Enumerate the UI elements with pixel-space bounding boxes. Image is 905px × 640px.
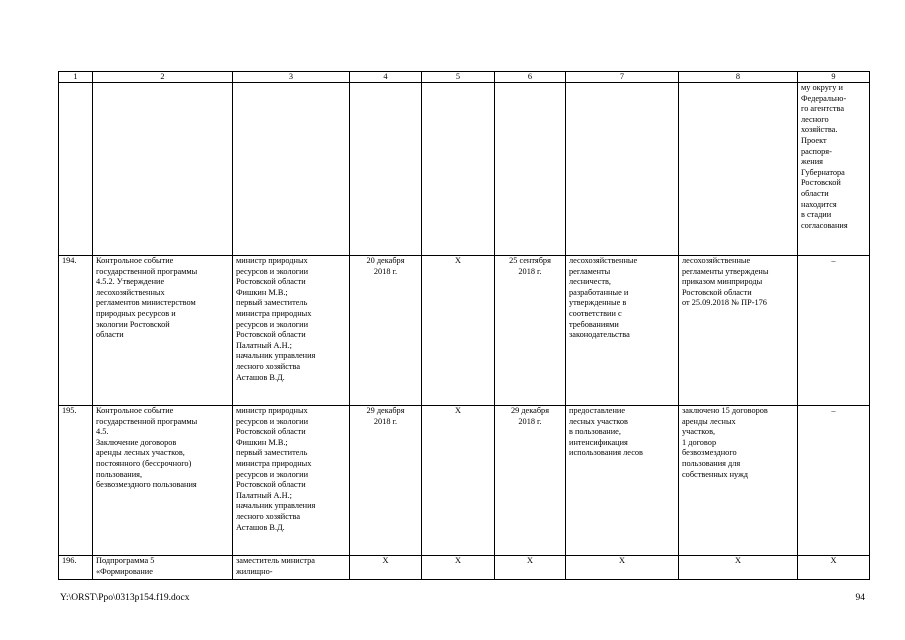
- table-row: [59, 256, 870, 406]
- header-cell: 7: [566, 72, 679, 83]
- table-cell: [233, 83, 350, 256]
- table-cell: Х: [422, 256, 495, 406]
- row-number: 196.: [59, 556, 93, 580]
- table-cell-actual-date: 25 сентября 2018 г.: [495, 256, 566, 406]
- table-cell-planned-result: лесохозяйственные регламенты лесничеств, разработанные и утвержденные в соответствии с требованиями законодательства: [566, 256, 679, 406]
- table-cell-notes: –: [798, 406, 870, 556]
- table-cell: [350, 83, 422, 256]
- table-cell-notes: Х: [798, 556, 870, 580]
- row-number: 195.: [59, 406, 93, 556]
- table-cell: Х: [422, 406, 495, 556]
- table-row-continuation: [59, 83, 870, 256]
- header-cell: 3: [233, 72, 350, 83]
- table-cell-notes: му округу и Федерально- го агентства лесного хозяйства. Проект распоря- жения Губернатора Ростовской области находится в стадии согласования: [798, 83, 870, 256]
- table-cell-responsible: министр природных ресурсов и экологии Ростовской области Фишкин М.В.; первый заместитель министра природных ресурсов и экологии Ростовской области Палатный А.Н.; начальник управления лесного хозяйства Асташов В.Д.: [233, 406, 350, 556]
- table-cell-event: Контрольное событие государственной программы 4.5. Заключение договоров аренды лесных участков, постоянного (бессрочного) пользования, безвозмездного пользования: [93, 406, 233, 556]
- table-cell: [679, 83, 798, 256]
- table-cell-responsible: заместитель министра жилищно-: [233, 556, 350, 580]
- footer-file-path: Y:\ORST\Ppo\0313p154.f19.docx: [60, 593, 190, 603]
- table-cell-actual-result: заключено 15 договоров аренды лесных участков, 1 договор безвозмездного пользования для собственных нужд: [679, 406, 798, 556]
- table-cell: Х: [422, 556, 495, 580]
- table-row: [59, 406, 870, 556]
- table-cell-actual-date: Х: [495, 556, 566, 580]
- table-cell-plan-date: 29 декабря 2018 г.: [350, 406, 422, 556]
- table-cell-plan-date: Х: [350, 556, 422, 580]
- row-number: 194.: [59, 256, 93, 406]
- header-cell: 2: [93, 72, 233, 83]
- table-cell: [495, 83, 566, 256]
- table-cell-actual-result: лесохозяйственные регламенты утверждены приказом минприроды Ростовской области от 25.09.2018 № ПР-176: [679, 256, 798, 406]
- table-cell-planned-result: Х: [566, 556, 679, 580]
- table-cell: [566, 83, 679, 256]
- header-cell: 1: [59, 72, 93, 83]
- table-row: [59, 556, 870, 580]
- table-cell: [93, 83, 233, 256]
- header-cell: 8: [679, 72, 798, 83]
- table-cell-actual-result: Х: [679, 556, 798, 580]
- table-cell-event: Контрольное событие государственной программы 4.5.2. Утверждение лесохозяйственных регламентов министерством природных ресурсов и экологии Ростовской области: [93, 256, 233, 406]
- table-cell-notes: –: [798, 256, 870, 406]
- header-cell: 6: [495, 72, 566, 83]
- header-cell: 5: [422, 72, 495, 83]
- table-cell-planned-result: предоставление лесных участков в пользование, интенсификация использования лесов: [566, 406, 679, 556]
- table-header-row: [59, 72, 870, 83]
- header-cell: 9: [798, 72, 870, 83]
- table-cell: [422, 83, 495, 256]
- page-number: 94: [855, 593, 865, 603]
- table-cell-plan-date: 20 декабря 2018 г.: [350, 256, 422, 406]
- report-table: [58, 71, 870, 580]
- table-cell: [59, 83, 93, 256]
- table-cell-event: Подпрограмма 5 «Формирование: [93, 556, 233, 580]
- table-cell-actual-date: 29 декабря 2018 г.: [495, 406, 566, 556]
- table-cell-responsible: министр природных ресурсов и экологии Ростовской области Фишкин М.В.; первый заместитель министра природных ресурсов и экологии Ростовской области Палатный А.Н.; начальник управления лесного хозяйства Асташов В.Д.: [233, 256, 350, 406]
- header-cell: 4: [350, 72, 422, 83]
